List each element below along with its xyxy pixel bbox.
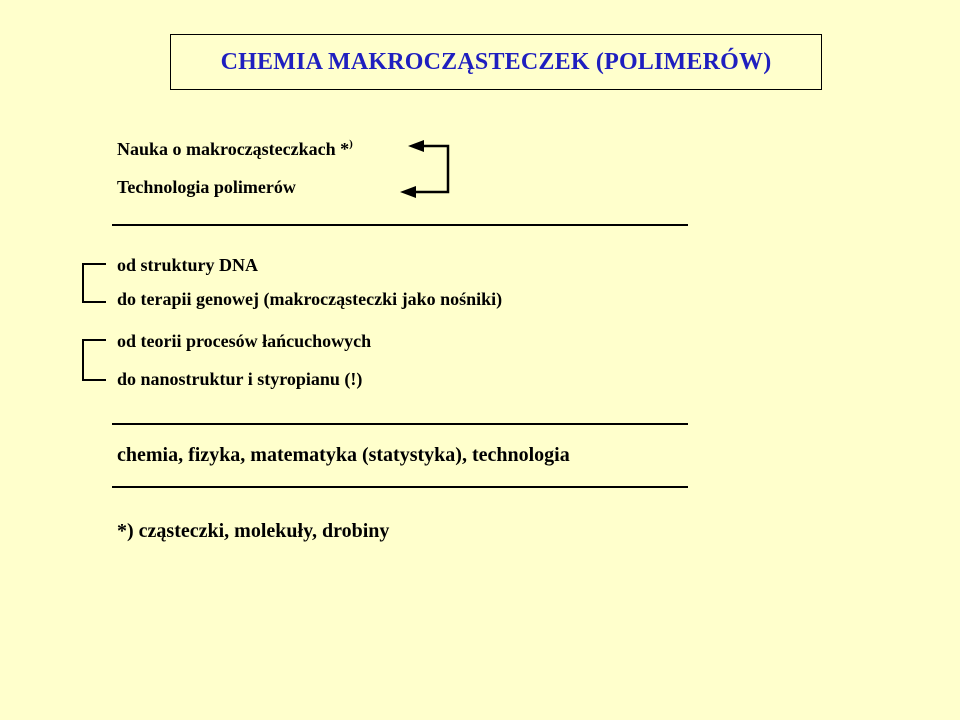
scope-item-gene-therapy: do terapii genowej (makrocząsteczki jako nośniki) bbox=[117, 289, 503, 309]
arrow-head-top-icon bbox=[408, 140, 424, 152]
scope-item-nanostructures: do nanostruktur i styropianu (!) bbox=[117, 369, 363, 389]
arrow-head-bottom-icon bbox=[400, 186, 416, 198]
bracket-chain-icon bbox=[83, 340, 106, 380]
link-arrow-icon bbox=[408, 146, 448, 192]
intro-line-technology: Technologia polimerów bbox=[117, 177, 296, 197]
footnote-marker: ) bbox=[349, 138, 353, 150]
footnote-line: *) cząsteczki, molekuły, drobiny bbox=[117, 520, 390, 542]
scope-item-dna: od struktury DNA bbox=[117, 255, 259, 275]
scope-item-chain-processes: od teorii procesów łańcuchowych bbox=[117, 331, 372, 351]
bracket-dna-icon bbox=[83, 264, 106, 302]
page-title: CHEMIA MAKROCZĄSTECZEK (POLIMERÓW) bbox=[220, 48, 772, 75]
disciplines-line: chemia, fizyka, matematyka (statystyka), technologia bbox=[117, 444, 570, 466]
intro-science-text: Nauka o makrocząsteczkach * bbox=[117, 139, 350, 159]
